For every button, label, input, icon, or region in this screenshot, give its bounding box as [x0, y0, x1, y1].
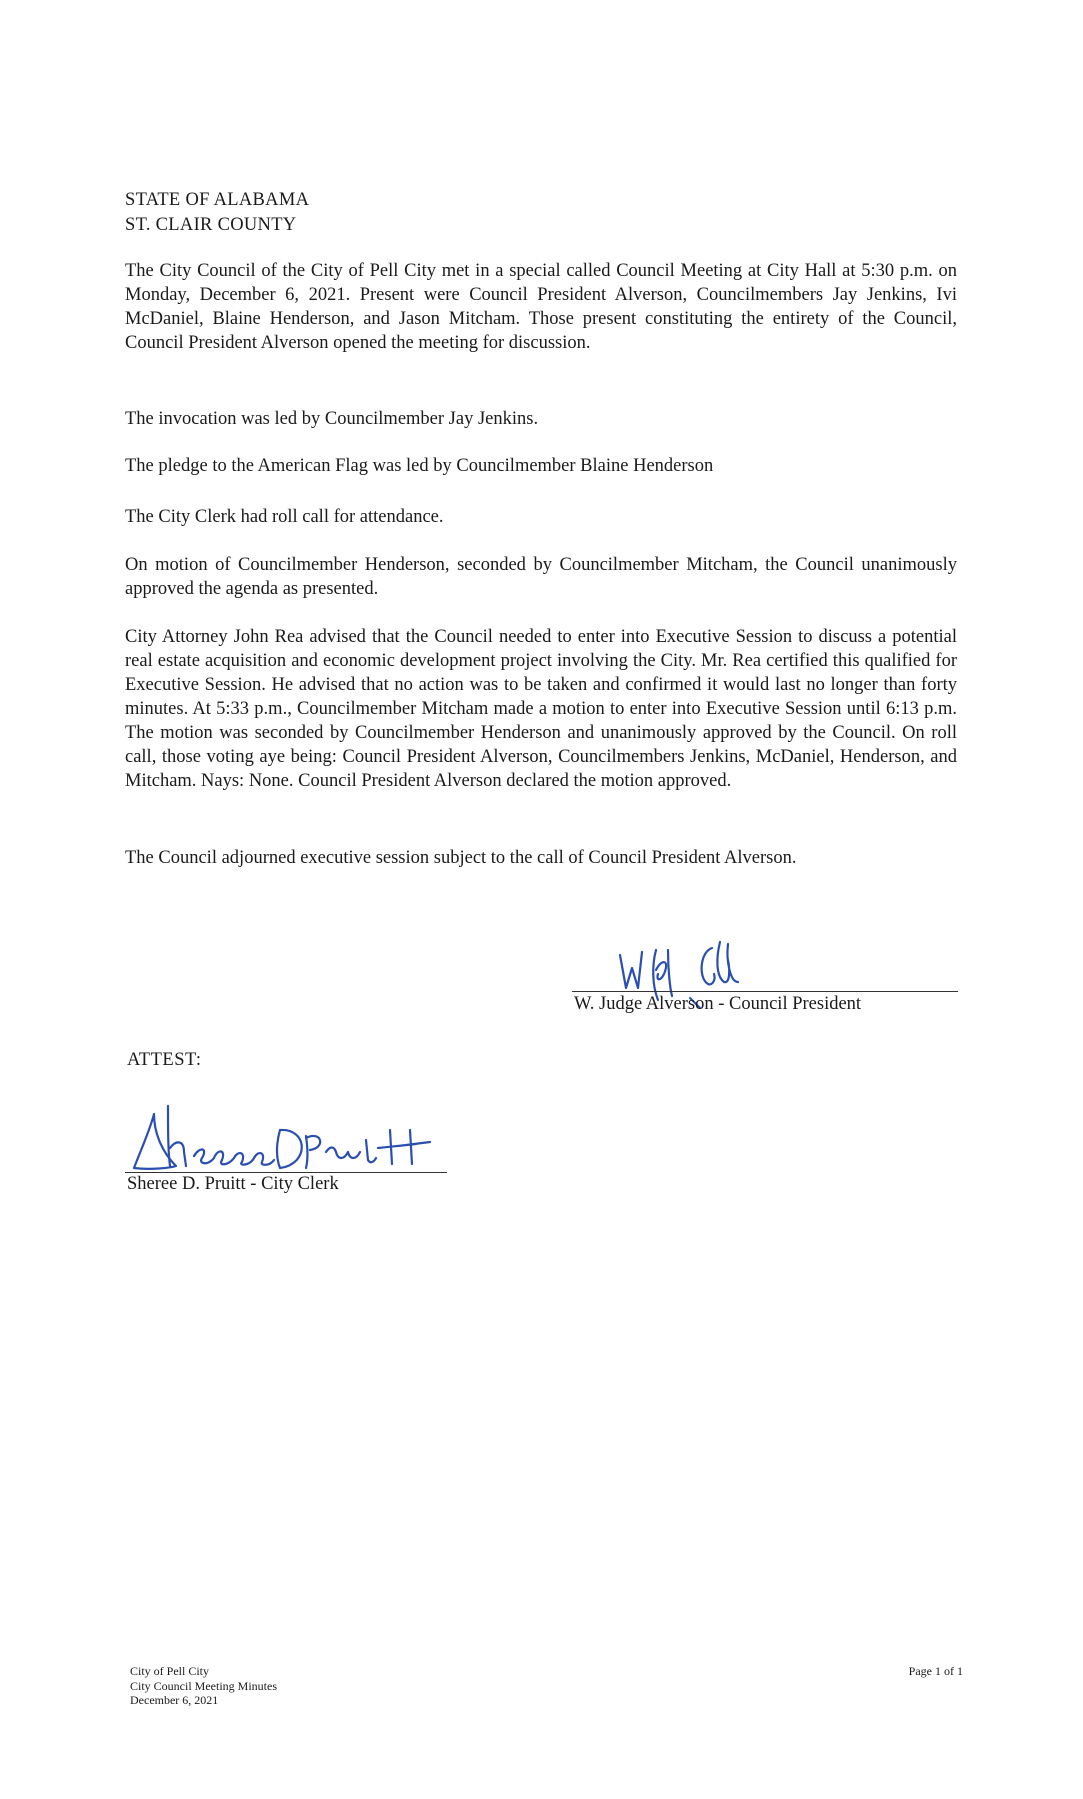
footer-date: December 6, 2021	[130, 1693, 219, 1707]
intro-paragraph: The City Council of the City of Pell City met in a special called Council Meeting at City Hall at 5:30 p.m. on Monday, December 6, 2021. Present were Council President Alverson, Councilmembers Jay Jenkins, Ivi McDaniel, Blaine Henderson, and Jason Mitcham. Those present constituting the entirety of the Council, Council President Alverson opened the meeting for discussion.	[125, 261, 957, 353]
state-line: STATE OF ALABAMA	[125, 190, 310, 210]
clerk-signature	[130, 1100, 465, 1180]
pledge-paragraph: The pledge to the American Flag was led by Councilmember Blaine Henderson	[125, 456, 714, 476]
clerk-caption: Sheree D. Pruitt - City Clerk	[127, 1174, 339, 1194]
clerk-signature-block	[125, 1100, 465, 1195]
document-heading	[125, 188, 309, 238]
page-number: Page 1 of 1	[908, 1664, 963, 1678]
attest-label: ATTEST:	[127, 1050, 202, 1070]
county-line: ST. CLAIR COUNTY	[125, 215, 297, 235]
footer-info	[130, 1664, 277, 1708]
adjourn-paragraph: The Council adjourned executive session subject to the call of Council President Alverson.	[125, 848, 797, 868]
executive-session-paragraph: City Attorney John Rea advised that the Council needed to enter into Executive Session to discuss a potential real estate acquisition and economic development project involving the City. Mr. Rea certified this qualified for Executive Session. He advised that no action was to be taken and confirmed it would last no longer than forty minutes. At 5:33 p.m., Councilmember Mitcham made a motion to enter into Executive Session until 6:13 p.m. The motion was seconded by Councilmember Henderson and unanimously approved by the Council. On roll call, those voting aye being: Council President Alverson, Councilmembers Jenkins, McDaniel, Henderson, and Mitcham. Nays: None. Council President Alverson declared the motion approved.	[125, 627, 957, 791]
agenda-motion-paragraph: On motion of Councilmember Henderson, seconded by Councilmember Mitcham, the Council unanimously approved the agenda as presented.	[125, 555, 957, 599]
clerk-signature-line	[125, 1172, 447, 1173]
rollcall-paragraph: The City Clerk had roll call for attendance.	[125, 507, 444, 527]
footer-city: City of Pell City	[130, 1664, 210, 1678]
footer-title: City Council Meeting Minutes	[130, 1678, 277, 1693]
president-signature-block	[572, 930, 958, 1020]
invocation-paragraph: The invocation was led by Councilmember Jay Jenkins.	[125, 409, 539, 429]
president-signature-line	[572, 991, 958, 992]
president-caption: W. Judge Alverson - Council President	[574, 994, 862, 1014]
